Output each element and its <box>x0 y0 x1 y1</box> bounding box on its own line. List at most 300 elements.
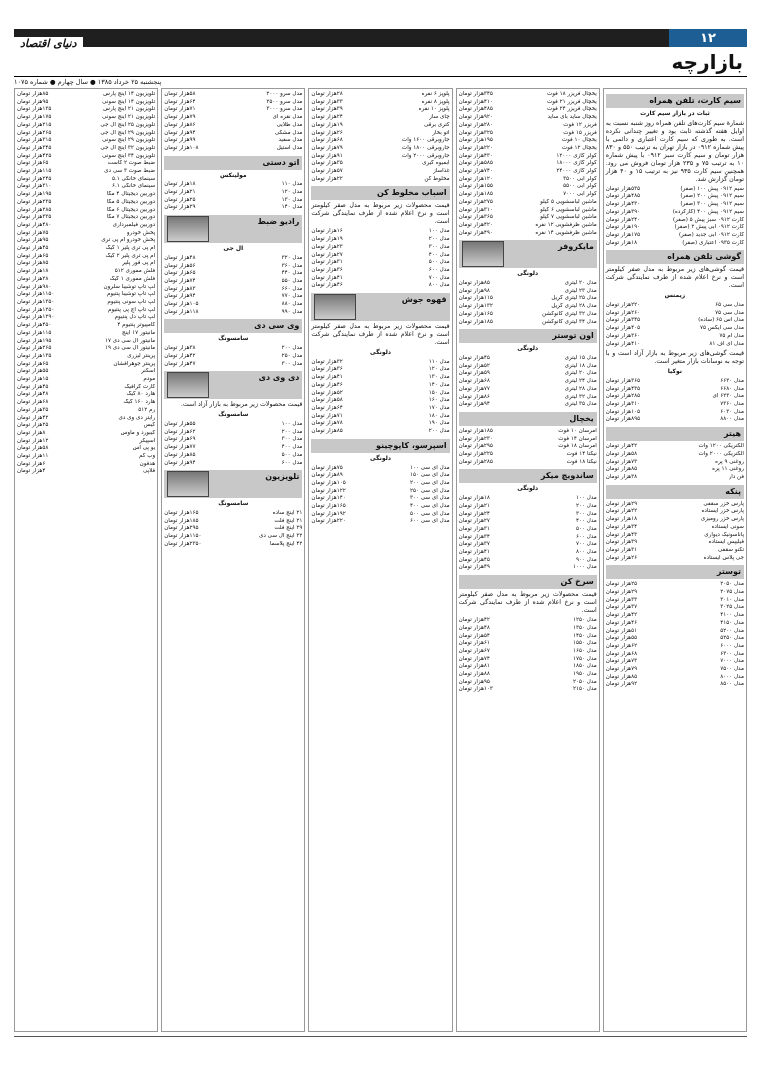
item-name: یو پی اس <box>132 445 156 452</box>
item-price: ۲۴۰هزار تومان <box>605 216 641 223</box>
item-name: مدل ۴۱۵۰ <box>720 619 744 626</box>
section-title: سرخ کن <box>560 577 594 587</box>
item-name: کارت ۰۹۳۵ اعتباری (صفر) <box>682 239 744 246</box>
price-row <box>17 438 155 446</box>
price-row <box>311 413 449 421</box>
item-name: مدل ۱۵۵۰ <box>572 640 597 647</box>
item-price: ۱۸هزار تومان <box>16 268 49 275</box>
item-price: ۳۸هزار تومان <box>164 345 196 352</box>
item-price: ۷۹هزار تومان <box>311 144 343 151</box>
item-price: ۵۸۵هزار تومان <box>458 160 493 167</box>
item-name: پرینتر لیزری <box>127 352 156 359</box>
item-name: مدل ۳۰۰ <box>281 360 303 367</box>
price-row <box>164 286 302 294</box>
item-name: مدل ۶۶۰ <box>281 285 303 292</box>
item-name: مدل ای سی ۲۰۰ <box>409 479 450 486</box>
item-name: ماشین لباسشویی ۶ کیلو <box>540 206 597 213</box>
item-price: ۱۲۰هزار تومان <box>458 175 493 182</box>
section-header-sandwich <box>459 469 597 483</box>
item-name: مدل ۲۳ لیتری <box>564 287 597 294</box>
price-row <box>311 130 449 138</box>
item-price: ۵۳۵هزار تومان <box>605 185 641 192</box>
item-name: سیم ۰۹۱۲ پیش ۳۰۰ (صفر) <box>680 201 744 208</box>
item-price: ۱۳۵هزار تومان <box>16 106 52 113</box>
section-title: تلویزیون <box>265 472 300 482</box>
item-price: ۲۷هزار تومان <box>458 518 490 525</box>
price-list <box>606 443 744 482</box>
item-name: مدل ۴۰۰ <box>428 251 450 258</box>
item-price: ۲۲۰هزار تومان <box>605 302 641 309</box>
item-name: مدل ۲۸ لیتری گریل <box>551 303 597 310</box>
top-bar-dark <box>14 29 669 47</box>
item-price: ۷۷هزار تومان <box>458 385 490 392</box>
item-price: ۲۶۵هزار تومان <box>16 345 52 352</box>
column-3 <box>308 88 452 1032</box>
price-row <box>164 353 302 361</box>
brand-label: دلونگی <box>370 349 391 357</box>
price-row <box>17 160 155 168</box>
item-price: ۴۲هزار تومان <box>605 443 638 450</box>
item-price: ۶۵هزار تومان <box>16 360 49 367</box>
item-name: ماشین ظرفشویی ۱۲ نفره <box>535 221 597 228</box>
item-price: ۲۸۰هزار تومان <box>458 121 493 128</box>
item-name: مدل ۷۷۰ <box>281 293 303 300</box>
item-price: ۴۹هزار تومان <box>458 564 490 571</box>
item-price: ۱۰۵هزار تومان <box>605 408 641 415</box>
price-row <box>164 309 302 317</box>
item-name: مدل ای سی ۱۵۰ <box>409 472 450 479</box>
price-list <box>459 617 597 694</box>
price-row <box>459 207 597 215</box>
item-price: ۴۲هزار تومان <box>458 617 490 624</box>
item-price: ۵۵هزار تومان <box>16 368 49 375</box>
item-name: مدل ۱۸۰ <box>428 412 450 419</box>
price-row <box>17 284 155 292</box>
price-row <box>459 526 597 534</box>
item-price: ۸۹۵هزار تومان <box>605 416 641 423</box>
item-price: ۲۳هزار تومان <box>311 243 343 250</box>
item-name: مدل ۳۲ لیتری <box>564 393 597 400</box>
item-name: سیم ۰۹۱۲ پیش ۴۰۰ (کارکرده) <box>672 208 744 215</box>
item-name: مدل ۲۰ لیتری <box>564 280 597 287</box>
item-price: ۲۷۵هزار تومان <box>458 198 493 205</box>
price-row <box>311 259 449 267</box>
price-row <box>164 293 302 301</box>
price-row <box>606 620 744 628</box>
price-row <box>459 443 597 451</box>
item-name: تلویزیون ۲۱ اینچ سونی <box>102 114 156 121</box>
item-price: ۴۸۰هزار تومان <box>16 221 52 228</box>
item-price: ۷۸هزار تومان <box>311 420 343 427</box>
section-title: رادیو ضبط <box>257 217 300 227</box>
price-row <box>459 541 597 549</box>
item-price: ۳۷هزار تومان <box>458 541 490 548</box>
item-price: ۱۲هزار تومان <box>16 437 49 444</box>
price-row <box>311 472 449 480</box>
price-row <box>311 106 449 114</box>
item-price: ۸۵هزار تومان <box>16 260 49 267</box>
item-name: تلویزیون ۲۹ اینچ سونی <box>102 137 156 144</box>
price-list <box>606 581 744 689</box>
item-price: ۳۴۵هزار تومان <box>458 91 493 97</box>
item-name: ماشین ظرفشویی ۱۴ نفره <box>535 229 597 236</box>
price-row <box>459 99 597 107</box>
price-row <box>459 518 597 526</box>
price-row <box>459 176 597 184</box>
item-name: مدل سی ایکس ۷۵ <box>699 325 744 332</box>
item-name: سیم ۰۹۱۲ پیش ۱۰۰ (صفر) <box>680 185 744 192</box>
price-row <box>459 319 597 327</box>
item-name: غذاساز <box>433 168 450 175</box>
column-4 <box>161 88 305 1032</box>
item-name: مدل ۶۰۰ <box>428 266 450 273</box>
item-price: ۳۵هزار تومان <box>16 406 49 413</box>
price-row <box>459 394 597 402</box>
item-name: کارت ۰۹۱۲ آبی پیش ۲ (صفر) <box>674 224 744 231</box>
price-row <box>164 263 302 271</box>
item-price: ۶۸هزار تومان <box>458 378 490 385</box>
item-price: ۱۸۵هزار تومان <box>458 318 493 325</box>
price-list <box>311 91 449 183</box>
item-name: مدل ۱۷۰ <box>428 404 450 411</box>
item-name: مدل ۱۶۰ <box>428 397 450 404</box>
section-title: سیم کارت، تلفن همراه <box>649 96 741 105</box>
price-row <box>459 436 597 444</box>
price-row <box>17 276 155 284</box>
price-row <box>17 384 155 392</box>
price-row <box>459 191 597 199</box>
item-name: مدل ۱۳۰ <box>281 196 303 203</box>
item-price: ۴۳۵هزار تومان <box>605 385 641 392</box>
section-title: اتو دستی <box>262 157 300 167</box>
price-row <box>606 658 744 666</box>
item-name: مدل ۱۳۰ <box>428 374 450 381</box>
item-price: ۳۴۵هزار تومان <box>605 317 641 324</box>
price-row <box>311 480 449 488</box>
item-price: ۳۶۰هزار تومان <box>605 332 641 339</box>
item-name: مدل ۱۲۰ <box>281 189 303 196</box>
item-price: ۵۵هزار تومان <box>605 635 638 642</box>
item-name: فریزر ۱۵ فوت <box>563 129 597 136</box>
item-price: ۴۳۰هزار تومان <box>605 201 641 208</box>
item-price: ۱۹۰هزار تومان <box>605 224 641 231</box>
item-price: ۱۰۵هزار تومان <box>311 479 346 486</box>
price-row <box>459 222 597 230</box>
item-name: فریزر ۱۲ فوت <box>563 121 597 128</box>
item-name: مدل ای اف ۸۱ <box>709 340 744 347</box>
item-price: ۳۳هزار تومان <box>311 98 343 105</box>
item-price: ۱۷۵هزار تومان <box>605 231 641 238</box>
price-row <box>606 597 744 605</box>
item-price: ۷۴هزار تومان <box>458 655 490 662</box>
section-title: دی وی دی <box>258 373 300 383</box>
price-row <box>164 181 302 189</box>
item-name: مدل سرو ۲۵۰۰ <box>266 98 303 105</box>
item-price: ۲۶۰هزار تومان <box>605 309 641 316</box>
price-row <box>311 244 449 252</box>
price-row <box>459 625 597 633</box>
price-row <box>606 341 744 349</box>
item-price: ۴۰۵هزار تومان <box>605 325 641 332</box>
price-row <box>311 122 449 130</box>
price-list <box>17 284 155 477</box>
price-row <box>459 633 597 641</box>
price-row <box>311 374 449 382</box>
section-header-fan <box>606 485 744 499</box>
price-list <box>311 465 449 527</box>
item-name: کولر گازی ۱۸۰۰۰ <box>556 160 597 167</box>
page-title: بازارچه <box>671 50 743 74</box>
price-row <box>17 407 155 415</box>
brand-label: دلونگی <box>370 454 391 462</box>
item-name: مدل ۸۸۰ <box>281 301 303 308</box>
item-name: پلوپز ۸ نفره <box>421 98 450 105</box>
item-name: مدل ۶۶۸۰ <box>720 385 744 392</box>
price-row <box>17 183 155 191</box>
article-text: قیمت گوشی‌های زیر مربوط به بازار آزاد است و با توجه به نوسانات بازار متغیر است. <box>605 350 744 366</box>
item-price: ۸۱هزار تومان <box>458 663 490 670</box>
item-name: ام پی فور پلیر <box>122 260 156 267</box>
item-name: مدل ۶۳۰۰ <box>720 650 744 657</box>
item-name: الکتریکی ۲۰۰۰ وات <box>698 450 744 457</box>
item-name: کولر گازی ۱۲۰۰۰ <box>556 152 597 159</box>
item-name: مدل ۱۱۰ <box>428 358 450 365</box>
price-row <box>459 91 597 99</box>
section-title: هیتر <box>723 429 741 439</box>
item-price: ۲۱۵هزار تومان <box>16 121 52 128</box>
price-row <box>164 421 302 429</box>
item-price: ۴۵هزار تومان <box>16 245 49 252</box>
item-name: آبمیوه گیری <box>422 160 450 167</box>
item-price: ۳۴۵هزار تومان <box>16 144 52 151</box>
brand-label: دلونگی <box>517 345 539 353</box>
item-name: مدل ۱۲۵۰ <box>572 617 597 624</box>
item-price: ۴۱هزار تومان <box>311 374 343 381</box>
section-title: اسپرسو، کاپوچینو <box>376 440 447 450</box>
item-name: مدل سرو ۳۰۰۰ <box>266 106 303 113</box>
item-name: مدل ۷۰۰۰ <box>720 658 744 665</box>
item-name: روغنی ۱۱ پره <box>712 466 744 473</box>
price-row <box>459 168 597 176</box>
price-row <box>17 191 155 199</box>
item-price: ۳۶۵هزار تومان <box>458 214 493 221</box>
item-price: ۳۶۵هزار تومان <box>605 377 641 384</box>
price-row <box>311 359 449 367</box>
columns <box>14 88 747 1032</box>
item-name: مدل ای سی ۴۰۰ <box>409 503 450 510</box>
item-name: تلویزیون ۱۴ اینچ پارس <box>103 91 156 97</box>
item-price: ۴۱۰هزار تومان <box>458 98 493 105</box>
item-price: ۴۲هزار تومان <box>164 352 196 359</box>
item-price: ۱۹۵هزار تومان <box>458 137 493 144</box>
section-title: پنکه <box>725 486 741 496</box>
item-name: وب کم <box>139 453 156 460</box>
item-name: مدل ۸۰۰ <box>576 549 597 556</box>
price-row <box>17 268 155 276</box>
item-price: ۴۳۰هزار تومان <box>458 152 493 159</box>
item-price: ۴۵هزار تومان <box>458 354 490 361</box>
item-name: مدل ۳۶۰ <box>281 262 303 269</box>
item-name: پاناسونیک دیواری <box>704 531 744 538</box>
item-name: سونی ایستاده <box>711 523 744 530</box>
item-name: مدل مشکی <box>274 129 303 136</box>
price-list <box>17 91 155 284</box>
item-name: امرسان ۱۴ فوت <box>558 435 597 442</box>
price-row <box>459 617 597 625</box>
price-row <box>17 422 155 430</box>
price-row <box>311 236 449 244</box>
price-row <box>17 376 155 384</box>
price-row <box>459 495 597 503</box>
item-name: مدل ۵۰۰ <box>281 451 303 458</box>
item-name: امرسان ۱۰ فوت <box>558 427 597 434</box>
item-price: ۱۱۵۰هزار تومان <box>164 533 202 540</box>
item-price: ۴۸۵هزار تومان <box>605 193 641 200</box>
price-row <box>164 278 302 286</box>
item-name: مدل ۲۰۵۰ <box>720 581 744 588</box>
item-name: مدل ۷۰۰ <box>576 541 597 548</box>
price-row <box>164 270 302 278</box>
item-price: ۹۴هزار تومان <box>164 459 196 466</box>
item-name: پلوپز ۶ نفره <box>421 91 450 97</box>
item-name: ماشین لباسشویی ۷ کیلو <box>540 214 597 221</box>
item-name: مدل ۵۰۰ <box>576 525 597 532</box>
price-row <box>17 353 155 361</box>
item-price: ۱۶۵هزار تومان <box>164 509 199 516</box>
item-name: مدل ۲۸ لیتری <box>564 385 597 392</box>
item-name: مدل ۶۲۳۰ آی <box>712 393 744 400</box>
item-price: ۹۲۰هزار تومان <box>458 114 493 121</box>
item-name: مانیتور ال سی دی ۱۷ <box>104 337 156 344</box>
price-row <box>459 451 597 459</box>
price-row <box>606 581 744 589</box>
price-row <box>17 391 155 399</box>
item-price: ۱۸۵هزار تومان <box>458 191 493 198</box>
item-price: ۷۱هزار تومان <box>164 106 196 113</box>
price-row <box>459 549 597 557</box>
item-price: ۲۸۵هزار تومان <box>605 393 641 400</box>
item-price: ۱۳۵هزار تومان <box>16 352 52 359</box>
item-name: مخلوط کن <box>424 175 450 182</box>
item-price: ۴۶هزار تومان <box>605 619 638 626</box>
item-name: جاروبرقی ۲۰۰۰ وات <box>401 152 450 159</box>
item-name: مدل ۱۰۰ <box>281 420 303 427</box>
price-row <box>164 510 302 518</box>
item-name: پرینتر جوهرافشان <box>113 360 156 367</box>
item-name: ۲۹ اینچ فلت <box>274 525 303 532</box>
item-name: مدل ۷۵۰۰ <box>720 666 744 673</box>
price-list <box>459 355 597 409</box>
price-row <box>459 183 597 191</box>
item-price: ۵۸هزار تومان <box>164 91 196 97</box>
item-price: ۲۵هزار تومان <box>605 581 638 588</box>
price-row <box>17 338 155 346</box>
product-image <box>167 216 209 242</box>
footer-rule <box>14 1036 747 1037</box>
item-price: ۹۱هزار تومان <box>311 152 343 159</box>
item-price: ۲۹هزار تومان <box>164 204 196 211</box>
price-row <box>17 468 155 476</box>
item-price: ۱۸هزار تومان <box>164 181 196 188</box>
price-row <box>17 430 155 438</box>
item-price: ۲۶هزار تومان <box>605 554 638 561</box>
item-price: ۴۶هزار تومان <box>311 282 343 289</box>
item-name: دوربین دیجیتال ۴ مگا <box>106 191 156 198</box>
price-row <box>606 589 744 597</box>
price-row <box>459 280 597 288</box>
item-price: ۲۸۵هزار تومان <box>458 458 493 465</box>
page-number: ۱۲ <box>669 29 747 47</box>
price-row <box>311 405 449 413</box>
item-price: ۶۴هزار تومان <box>164 98 196 105</box>
brand-label: سامسونگ <box>218 335 249 343</box>
item-name: اسکنر <box>141 368 156 375</box>
price-row <box>311 428 449 436</box>
price-row <box>164 91 302 99</box>
price-row <box>459 656 597 664</box>
item-price: ۷۳هزار تومان <box>605 658 638 665</box>
item-price: ۴۸۵هزار تومان <box>458 106 493 113</box>
price-row <box>459 355 597 363</box>
price-row <box>459 160 597 168</box>
price-row <box>311 252 449 260</box>
item-price: ۷۴هزار تومان <box>164 277 196 284</box>
item-name: ضبط صوت ۲ کاست <box>107 160 156 167</box>
section-header-fridge <box>459 412 597 426</box>
price-row <box>459 459 597 467</box>
item-price: ۳۴هزار تومان <box>458 533 490 540</box>
item-price: ۱۹هزار تومان <box>311 236 343 243</box>
price-row <box>606 532 744 540</box>
item-name: مدل ۲۰۰ <box>428 236 450 243</box>
item-price: ۸۵هزار تومان <box>605 673 638 680</box>
item-name: مدل ۴۰۰ <box>576 518 597 525</box>
section-header-vcd <box>164 319 302 333</box>
item-name: پارس خزر سقفی <box>703 500 744 507</box>
price-row <box>606 217 744 225</box>
price-row <box>606 604 744 612</box>
item-price: ۲۹هزار تومان <box>605 500 638 507</box>
item-price: ۸۵هزار تومان <box>311 428 343 435</box>
price-row <box>311 114 449 122</box>
item-name: مدل ۳۰۰ <box>576 510 597 517</box>
price-row <box>17 137 155 145</box>
item-price: ۴۸هزار تومان <box>16 391 49 398</box>
product-image <box>167 372 209 398</box>
item-name: یخچال فریزر ۱۸ فوت <box>546 91 597 97</box>
item-price: ۸۵هزار تومان <box>164 451 196 458</box>
section-title: توستر <box>716 567 741 577</box>
item-price: ۹۹هزار تومان <box>164 137 196 144</box>
product-image <box>314 294 356 320</box>
item-name: مدل ۱۵۰ <box>428 389 450 396</box>
item-price: ۲۹۵هزار تومان <box>164 525 199 532</box>
section-title: اون توستر <box>552 331 594 341</box>
item-name: لپ تاپ توشیبا پنتیوم <box>106 291 156 298</box>
item-name: کارت گرافیک <box>124 383 156 390</box>
item-price: ۷۹هزار تومان <box>164 114 196 121</box>
item-price: ۶هزار تومان <box>16 460 46 467</box>
item-name: دوربین فیلمبرداری <box>112 221 156 228</box>
item-name: مدل ۵۵۰ <box>281 277 303 284</box>
price-row <box>164 444 302 452</box>
brand-label: دلونگی <box>517 270 539 278</box>
item-name: مانیتور ۱۷ اینچ <box>121 329 156 336</box>
brand-label: نوکیا <box>667 368 682 376</box>
item-name: مدل ۱۳۵۰ <box>572 624 597 631</box>
item-name: چای ساز <box>429 114 450 121</box>
price-row <box>606 628 744 636</box>
